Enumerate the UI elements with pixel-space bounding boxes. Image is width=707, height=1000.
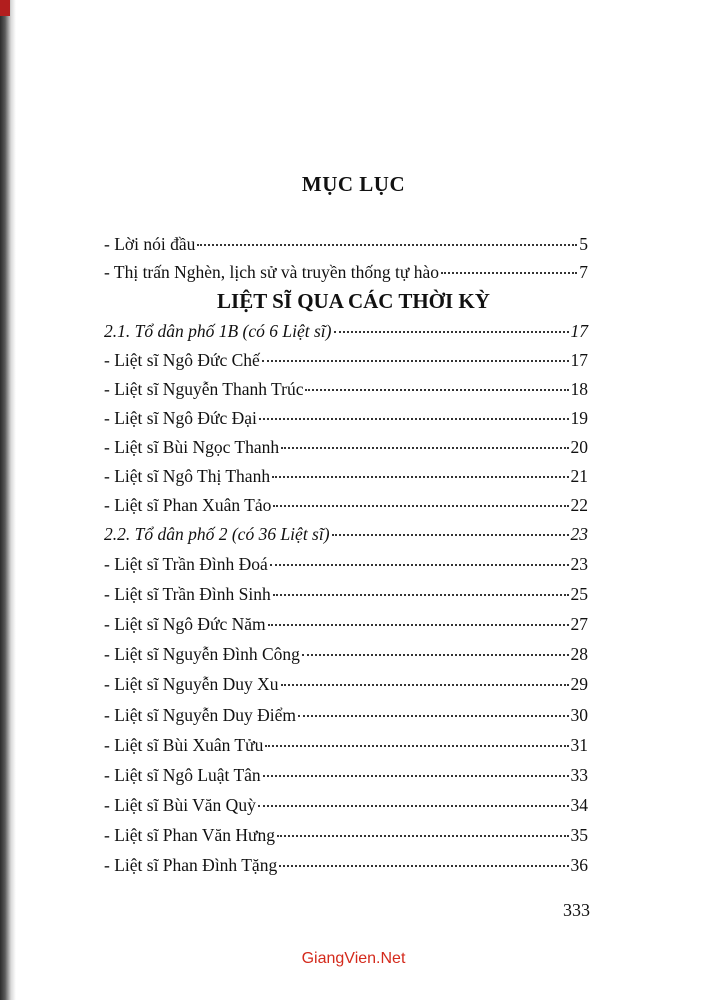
toc-entry (104, 735, 588, 759)
toc-entry-page: 34 (570, 795, 588, 815)
toc-entry-label: - Lời nói đầu (104, 234, 196, 254)
toc-entry (104, 495, 588, 519)
toc-entry-label: - Liệt sĩ Phan Đình Tặng (104, 855, 278, 875)
dot-leader (305, 389, 568, 391)
dot-leader (277, 835, 568, 837)
dot-leader (262, 360, 569, 362)
toc-entry-page: 33 (570, 765, 588, 785)
dot-leader (279, 865, 568, 867)
toc-entry (104, 379, 588, 403)
toc-entry-label: - Thị trấn Nghèn, lịch sử và truyền thống tự hào (104, 262, 440, 282)
toc-entry-label: - Liệt sĩ Bùi Ngọc Thanh (104, 437, 280, 457)
toc-entry-label: - Liệt sĩ Ngô Đức Đại (104, 408, 257, 428)
toc-entry-label: - Liệt sĩ Bùi Xuân Tửu (104, 735, 264, 755)
toc-entry (104, 674, 588, 698)
toc-entry-label: - Liệt sĩ Phan Xuân Tảo (104, 495, 272, 515)
dot-leader (332, 534, 569, 536)
toc-entry-label: - Liệt sĩ Phan Văn Hưng (104, 825, 276, 845)
toc-title: MỤC LỤC (301, 172, 406, 196)
dot-leader (258, 805, 569, 807)
dot-leader (270, 564, 569, 566)
toc-entry (104, 614, 588, 638)
toc-entry-page: 18 (570, 379, 588, 399)
toc-entry-page: 28 (570, 644, 588, 664)
dot-leader (197, 244, 577, 246)
corner-mark (0, 0, 10, 16)
toc-entry (104, 408, 588, 432)
toc-entry (104, 584, 588, 608)
toc-entry (104, 234, 588, 258)
toc-entry (104, 437, 588, 461)
dot-leader (259, 418, 569, 420)
watermark: GiangVien.Net (301, 950, 406, 967)
toc-entry-page: 19 (570, 408, 588, 428)
toc-group-heading-page: 17 (570, 321, 588, 341)
toc-group-heading-label: 2.1. Tổ dân phố 1B (có 6 Liệt sĩ) (104, 321, 332, 341)
toc-entry-label: - Liệt sĩ Nguyễn Duy Xu (104, 674, 279, 694)
toc-entry-page: 35 (570, 825, 588, 845)
toc-entry-page: 27 (570, 614, 588, 634)
toc-entry-page: 22 (570, 495, 588, 515)
toc-entry-page: 29 (570, 674, 588, 694)
toc-entry (104, 795, 588, 819)
dot-leader (273, 505, 568, 507)
dot-leader (265, 745, 568, 747)
toc-entry (104, 350, 588, 374)
toc-group-heading-label: 2.2. Tổ dân phố 2 (có 36 Liệt sĩ) (104, 524, 330, 544)
toc-entry-page: 25 (570, 584, 588, 604)
toc-entry-page: 17 (570, 350, 588, 370)
dot-leader (263, 775, 569, 777)
toc-group-heading-page: 23 (570, 524, 588, 544)
toc-entry (104, 554, 588, 578)
toc-entry-label: - Liệt sĩ Nguyễn Đình Công (104, 644, 300, 664)
toc-entry-label: - Liệt sĩ Nguyễn Thanh Trúc (104, 379, 304, 399)
toc-entry-page: 7 (579, 262, 588, 282)
dot-leader (302, 654, 569, 656)
toc-entry (104, 825, 588, 849)
toc-entry-label: - Liệt sĩ Ngô Luật Tân (104, 765, 261, 785)
toc-entry-page: 20 (570, 437, 588, 457)
section-title: LIỆT SĨ QUA CÁC THỜI KỲ (217, 289, 490, 313)
toc-entry (104, 705, 588, 729)
toc-entry-label: - Liệt sĩ Bùi Văn Quỳ (104, 795, 256, 815)
toc-entry-page: 21 (570, 466, 588, 486)
toc-entry (104, 466, 588, 490)
dot-leader (272, 476, 568, 478)
dot-leader (334, 331, 569, 333)
dot-leader (298, 715, 569, 717)
dot-leader (273, 594, 569, 596)
toc-group-heading (104, 321, 588, 345)
dot-leader (281, 447, 568, 449)
toc-entry (104, 644, 588, 668)
toc-entry-page: 23 (570, 554, 588, 574)
toc-group-heading (104, 524, 588, 548)
dot-leader (281, 684, 569, 686)
toc-entry-page: 30 (570, 705, 588, 725)
toc-entry-label: - Liệt sĩ Trần Đình Đoá (104, 554, 268, 574)
page-number: 333 (563, 900, 590, 920)
page-binding-edge (0, 0, 16, 1000)
toc-entry (104, 262, 588, 286)
toc-entry-page: 31 (570, 735, 588, 755)
toc-entry-label: - Liệt sĩ Nguyễn Duy Điểm (104, 705, 296, 725)
toc-entry (104, 765, 588, 789)
dot-leader (441, 272, 577, 274)
toc-entry-label: - Liệt sĩ Ngô Thị Thanh (104, 466, 271, 486)
toc-entry-page: 5 (579, 234, 588, 254)
toc-entry-label: - Liệt sĩ Ngô Đức Năm (104, 614, 266, 634)
toc-entry-label: - Liệt sĩ Ngô Đức Chế (104, 350, 260, 370)
toc-entry (104, 855, 588, 879)
toc-entry-page: 36 (570, 855, 588, 875)
toc-entry-label: - Liệt sĩ Trần Đình Sinh (104, 584, 271, 604)
dot-leader (268, 624, 569, 626)
